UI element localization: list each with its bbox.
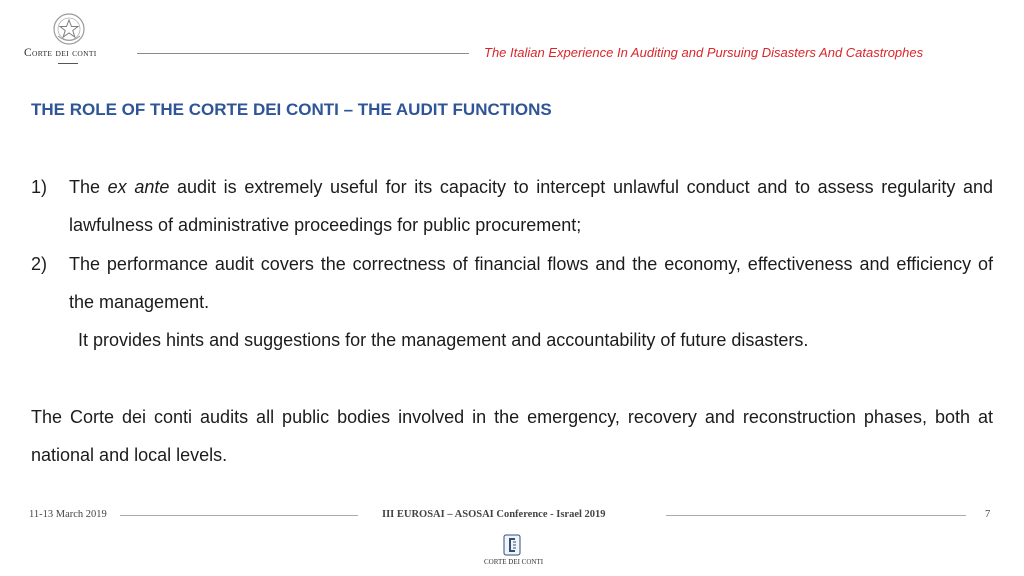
list-item-number: 1): [31, 177, 48, 197]
emphasis-ex-ante: ex ante: [107, 177, 170, 197]
footer-divider-right: [666, 515, 966, 516]
list-item-text-rest: audit is extremely useful for its capacity to intercept unlawful conduct and to assess regularity and lawfulness of administrative proceedings for public procurement;: [69, 177, 993, 235]
header-subtitle: The Italian Experience In Auditing and Pursuing Disasters And Catastrophes: [484, 45, 924, 60]
page-number: 7: [985, 509, 991, 520]
logo-word-dei: DEI: [55, 49, 69, 58]
logo-wordmark: [24, 47, 97, 59]
corte-dei-conti-emblem-icon: [503, 534, 521, 556]
footer-date: 11-13 March 2019: [29, 509, 107, 520]
logo-word-conti: CONTI: [72, 49, 97, 58]
list-item-text: [69, 168, 993, 244]
footer-logo-text: CORTE DEI CONTI: [484, 558, 544, 566]
logo-word-corte: ORTE: [31, 49, 53, 58]
logo-underline: [58, 63, 78, 64]
footer-conference: III EUROSAI – ASOSAI Conference - Israel 2019: [382, 509, 606, 520]
closing-paragraph: The Corte dei conti audits all public bodies involved in the emergency, recovery and reconstruction phases, both at national and local levels.: [31, 407, 993, 465]
logo-letter: C: [24, 47, 32, 59]
italian-republic-emblem-icon: [52, 12, 86, 46]
list-item-number: 2): [31, 254, 48, 274]
list-item-text: The performance audit covers the correctness of financial flows and the economy, effectiveness and efficiency of the management.: [69, 254, 993, 312]
header-divider: [137, 53, 469, 54]
item-note: It provides hints and suggestions for the management and accountability of future disasters.: [78, 330, 809, 350]
list-item-text-start: The: [69, 177, 108, 197]
footer-divider-left: [120, 515, 358, 516]
slide-title: THE ROLE OF THE CORTE DEI CONTI – THE AUDIT FUNCTIONS: [31, 100, 552, 119]
